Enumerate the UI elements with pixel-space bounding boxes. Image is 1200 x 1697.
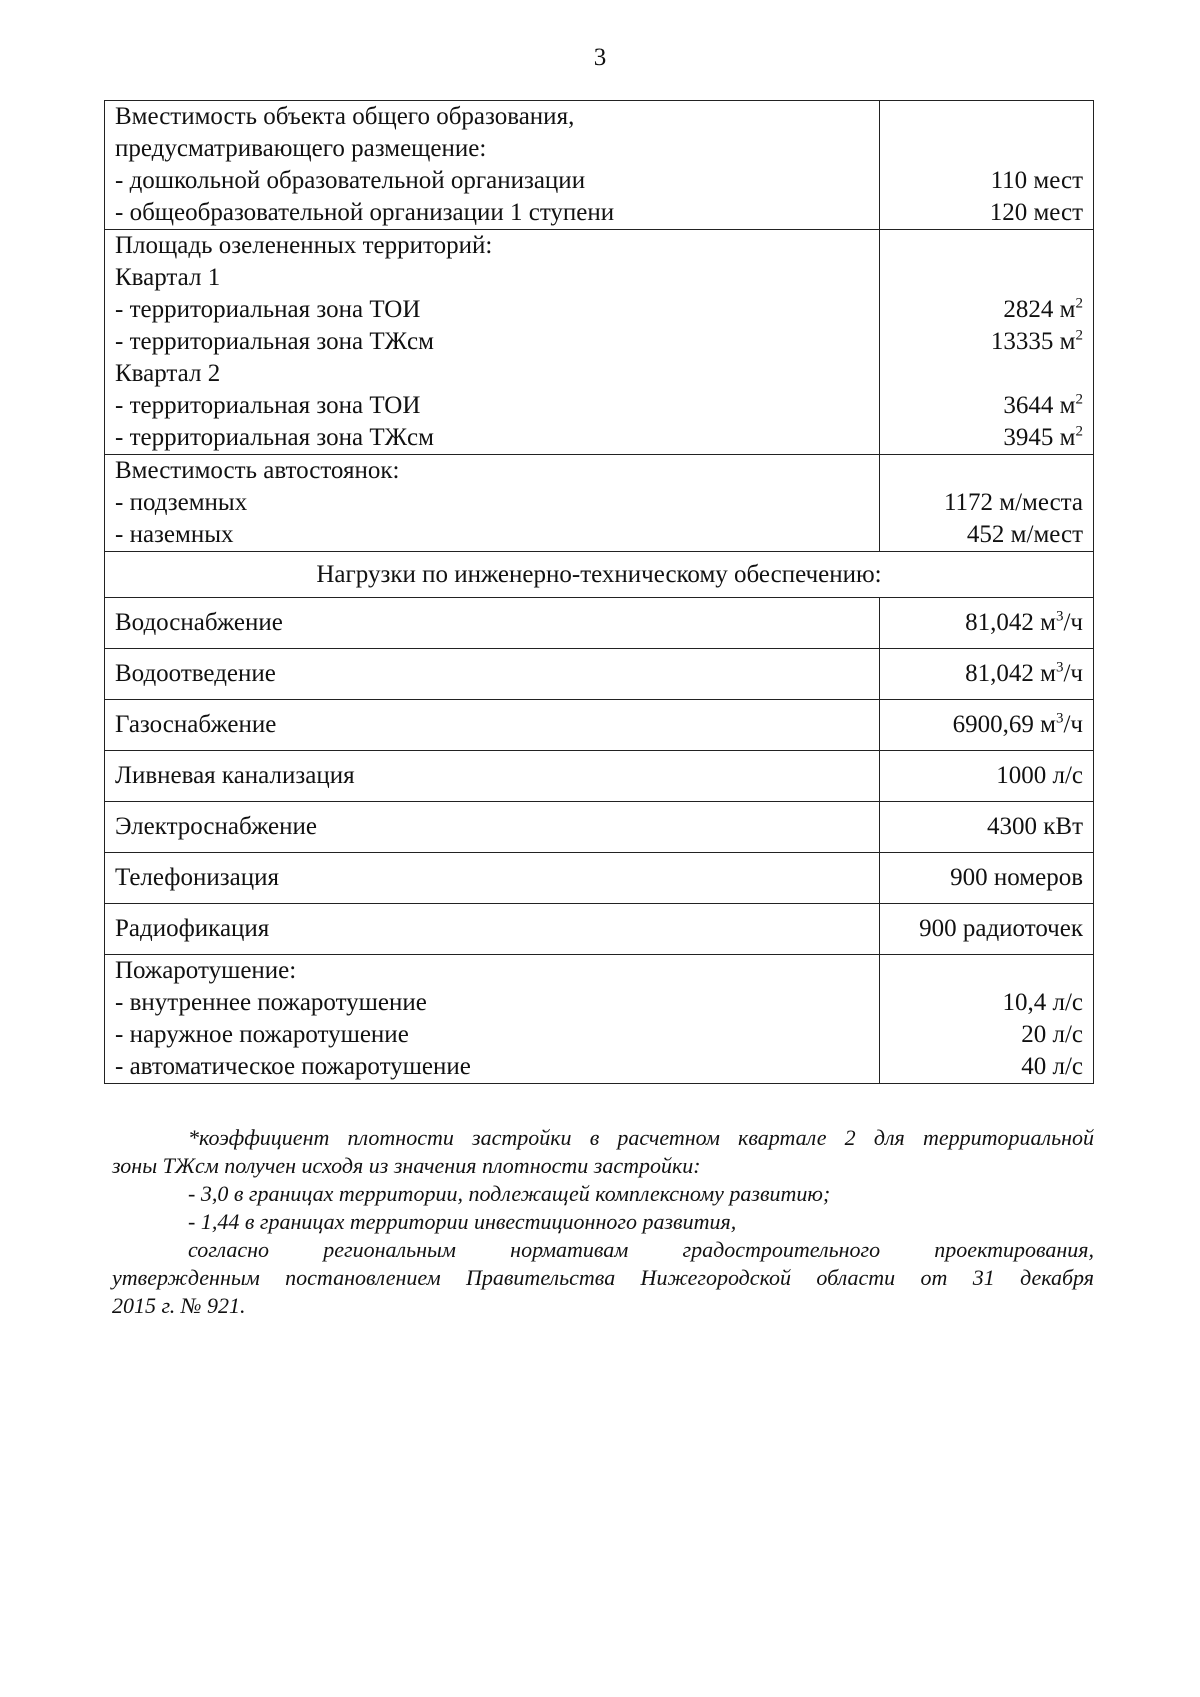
water-supply-value: 81,042 $м^3/ч$ <box>880 598 1094 649</box>
table-row-radio <box>105 904 1094 955</box>
table-row-education <box>105 101 1094 230</box>
power-supply-label: Электроснабжение <box>105 802 880 853</box>
storm-sewer-value: 1000 л/с <box>880 751 1094 802</box>
education-preschool-value: 110 мест <box>990 167 1083 194</box>
table-row-fire-fighting <box>105 955 1094 1084</box>
fire-title: Пожаротушение: <box>115 957 297 984</box>
fire-automatic-value: 40 л/с <box>1021 1053 1083 1080</box>
footnote-item-2: - 1,44 в границах территории инвестиционного развития, <box>188 1209 737 1234</box>
green-block1-tzhsm-label: - территориальная зона ТЖсм <box>115 328 434 355</box>
footnote-line-5: 2015 г. № 921. <box>112 1293 246 1318</box>
footnote-line-4: утвержденным постановлением Правительства Нижегородской области от 31 декабря <box>112 1265 1094 1290</box>
parking-value-cell <box>880 455 1094 552</box>
engineering-header: Нагрузки по инженерно-техническому обеспечению: <box>105 552 1094 598</box>
green-title: Площадь озелененных территорий: <box>115 232 493 259</box>
green-block2-tzhsm-label: - территориальная зона ТЖсм <box>115 424 434 451</box>
telephony-value: 900 номеров <box>880 853 1094 904</box>
radio-value: 900 радиоточек <box>880 904 1094 955</box>
footnote-line-1: *коэффициент плотности застройки в расчетном квартале 2 для территориальной <box>188 1125 1094 1150</box>
green-block2-tzhsm-value: 3945 $м^2$ <box>1003 423 1083 451</box>
table-row-storm-sewer <box>105 751 1094 802</box>
parking-title: Вместимость автостоянок: <box>115 457 400 484</box>
sewerage-label: Водоотведение <box>105 649 880 700</box>
gas-supply-value: 6900,69 $м^3/ч$ <box>880 700 1094 751</box>
parking-underground-value: 1172 м/места <box>943 489 1083 516</box>
sewerage-value: 81,042 $м^3/ч$ <box>880 649 1094 700</box>
parking-surface-label: - наземных <box>115 521 234 548</box>
gas-supply-label: Газоснабжение <box>105 700 880 751</box>
fire-value-cell <box>880 955 1094 1084</box>
table-row-sewerage <box>105 649 1094 700</box>
education-value-cell <box>880 101 1094 230</box>
page-number: 3 <box>593 44 607 71</box>
parking-surface-value: 452 м/мест <box>966 521 1083 548</box>
green-value-cell <box>880 230 1094 455</box>
green-block1-tzhsm-value: 13335 $м^2$ <box>990 327 1083 355</box>
table-row-parking <box>105 455 1094 552</box>
parking-label-cell <box>105 455 880 552</box>
fire-external-label: - наружное пожаротушение <box>115 1021 409 1048</box>
green-block2-toi-label: - территориальная зона ТОИ <box>115 392 421 419</box>
education-preschool-label: - дошкольной образовательной организации <box>115 167 586 194</box>
fire-external-value: 20 л/с <box>1021 1021 1083 1048</box>
parameters-table <box>104 100 1094 1084</box>
radio-label: Радиофикация <box>105 904 880 955</box>
parking-underground-label: - подземных <box>115 489 248 516</box>
green-block1-toi-value: 2824 $м^2$ <box>1003 295 1083 323</box>
education-label-cell <box>105 101 880 230</box>
table-row-telephony <box>105 853 1094 904</box>
footnote-line-3: согласно региональным нормативам градостроительного проектирования, <box>188 1237 1094 1262</box>
table-row-water-supply <box>105 598 1094 649</box>
green-label-cell <box>105 230 880 455</box>
footnote <box>112 1124 1094 1320</box>
education-title-1: Вместимость объекта общего образования, <box>115 103 575 130</box>
education-school-value: 120 мест <box>989 199 1083 226</box>
table-row-gas-supply <box>105 700 1094 751</box>
footnote-item-1: - 3,0 в границах территории, подлежащей комплексному развитию; <box>188 1181 831 1206</box>
education-school-label: - общеобразовательной организации 1 ступени <box>115 199 615 226</box>
green-block1-title: Квартал 1 <box>115 264 221 291</box>
power-supply-value: 4300 кВт <box>880 802 1094 853</box>
table-row-power-supply <box>105 802 1094 853</box>
green-block2-toi-value: 3644 $м^2$ <box>1003 391 1083 419</box>
table-row-green-areas <box>105 230 1094 455</box>
footnote-line-2: зоны ТЖсм получен исходя из значения плотности застройки: <box>112 1153 701 1178</box>
green-block2-title: Квартал 2 <box>115 360 221 387</box>
fire-internal-value: 10,4 л/с <box>1002 989 1083 1016</box>
storm-sewer-label: Ливневая канализация <box>105 751 880 802</box>
green-block1-toi-label: - территориальная зона ТОИ <box>115 296 421 323</box>
fire-label-cell <box>105 955 880 1084</box>
telephony-label: Телефонизация <box>105 853 880 904</box>
fire-internal-label: - внутреннее пожаротушение <box>115 989 427 1016</box>
water-supply-label: Водоснабжение <box>105 598 880 649</box>
table-row-engineering-header <box>105 552 1094 598</box>
fire-automatic-label: - автоматическое пожаротушение <box>115 1053 471 1080</box>
education-title-2: предусматривающего размещение: <box>115 135 487 162</box>
